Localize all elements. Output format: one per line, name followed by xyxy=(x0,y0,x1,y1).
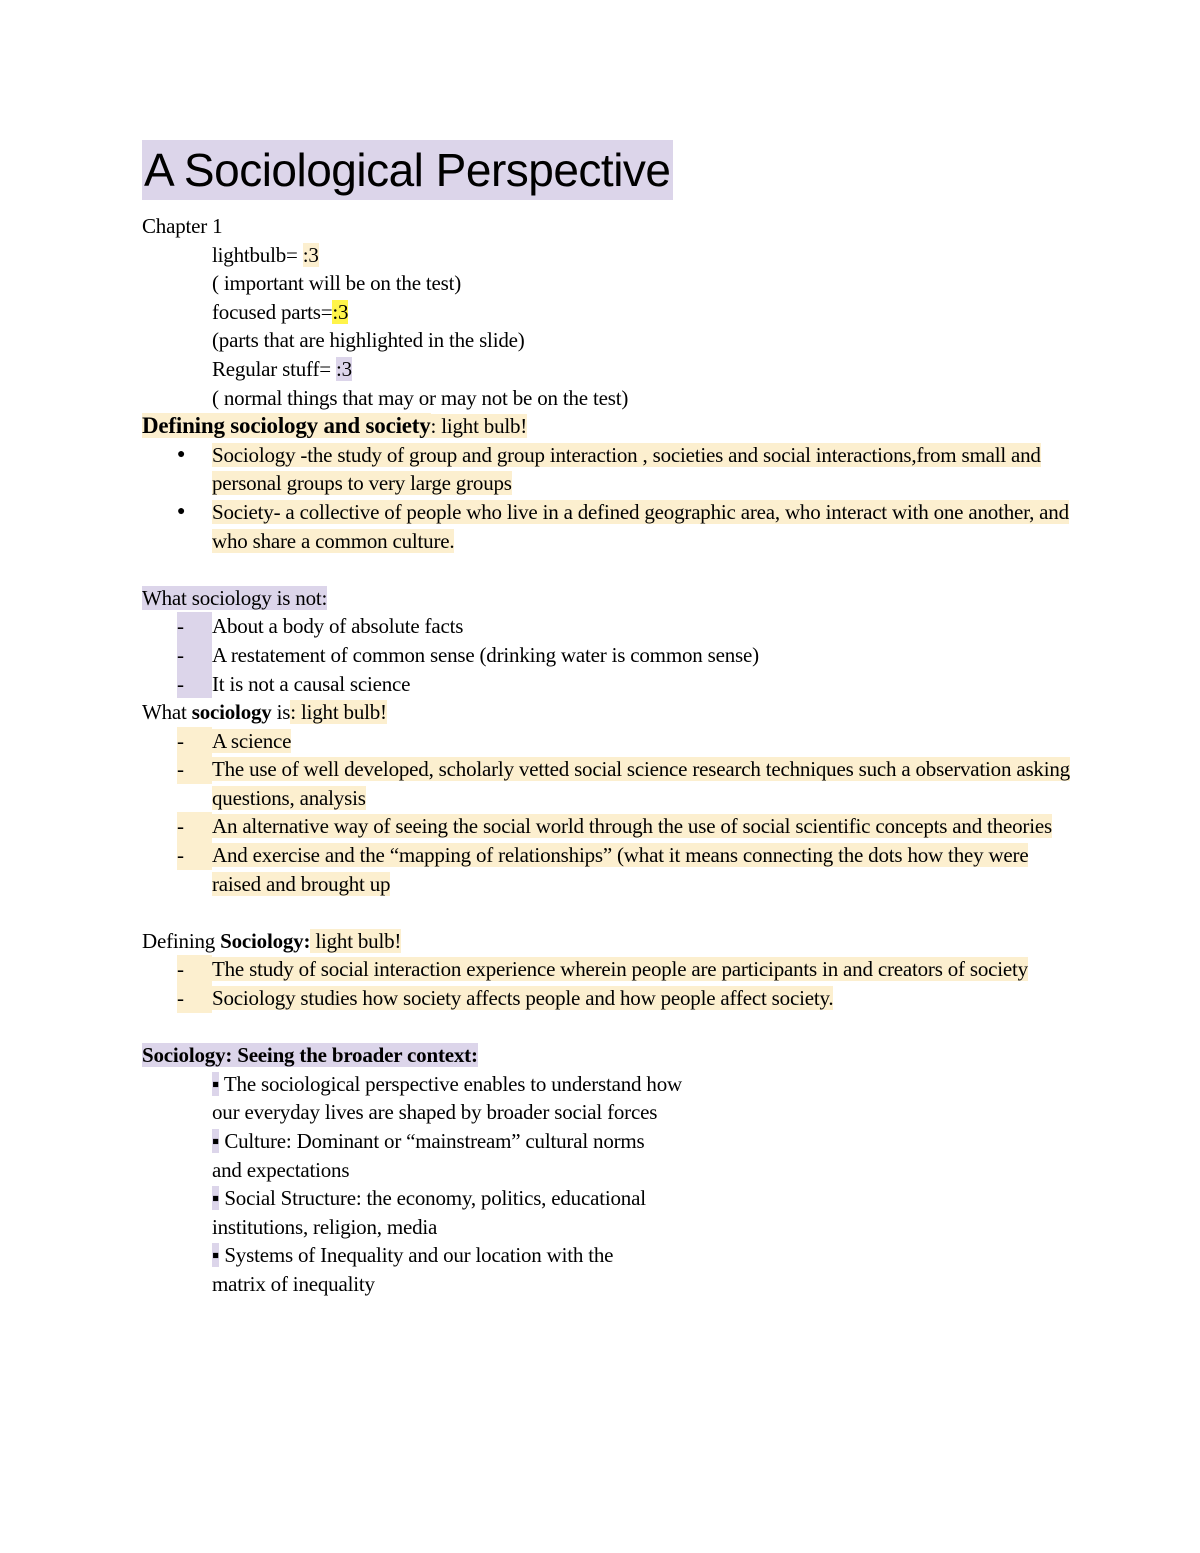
list-item xyxy=(142,612,1072,641)
heading-rest: is xyxy=(271,700,291,725)
list-item-text: A science xyxy=(212,728,292,753)
broader-block xyxy=(142,1070,1072,1299)
legend-mark-purple: :3 xyxy=(335,356,352,381)
section-heading-broader xyxy=(142,1041,1072,1070)
broader-text: Social Structure: the economy, politics, educational xyxy=(224,1186,646,1211)
heading-text: What xyxy=(142,700,192,725)
heading-bold: sociology xyxy=(191,700,272,725)
legend-mark-orange: :3 xyxy=(302,242,319,267)
heading-text: Sociology: Seeing the broader context: xyxy=(142,1043,478,1068)
defining-list xyxy=(142,441,1072,555)
dash-icon: - xyxy=(177,955,212,984)
heading-text: What sociology is not: xyxy=(142,585,328,610)
dash-icon: - xyxy=(177,755,212,784)
legend-mark-yellow: :3 xyxy=(332,299,349,324)
list-item-text: And exercise and the “mapping of relationships” (what it means connecting the dots how they were raised and brought up xyxy=(212,843,1029,896)
list-item-text: An alternative way of seeing the social world through the use of social scientific concepts and theories xyxy=(212,814,1052,839)
legend-focused xyxy=(142,298,1072,327)
list-item-text: A restatement of common sense (drinking water is common sense) xyxy=(212,642,759,667)
legend-label: Regular stuff= xyxy=(212,356,336,381)
is-list xyxy=(142,727,1072,899)
spacer xyxy=(142,898,1072,927)
section-heading-defining xyxy=(142,412,1072,441)
list-item xyxy=(142,727,1072,756)
document-content xyxy=(142,140,1072,1299)
defining-sociology-list xyxy=(142,955,1072,1012)
list-item-text: Sociology -the study of group and group interaction , societies and social interactions,from small and personal groups to very large groups xyxy=(212,442,1041,496)
heading-suffix: : light bulb! xyxy=(430,414,528,439)
dash-icon: - xyxy=(177,670,212,699)
list-item xyxy=(142,441,1072,498)
section-heading-defining-sociology xyxy=(142,927,1072,956)
broader-line xyxy=(212,1070,1072,1099)
broader-line: our everyday lives are shaped by broader social forces xyxy=(212,1100,658,1125)
bullet-icon: ● xyxy=(177,503,186,519)
list-item xyxy=(142,641,1072,670)
list-item xyxy=(142,670,1072,699)
list-item-text: Society- a collective of people who live in a defined geographic area, who interact with one another, and who share a common culture. xyxy=(212,499,1069,553)
broader-line xyxy=(212,1127,1072,1156)
broader-text: Systems of Inequality and our location with the xyxy=(224,1243,614,1268)
legend-label: lightbulb= xyxy=(212,242,303,267)
list-item-text: The use of well developed, scholarly vetted social science research techniques such a observation asking questions, analysis xyxy=(212,757,1070,810)
spacer xyxy=(142,555,1072,584)
section-heading-is-not xyxy=(142,584,1072,613)
broader-text: Culture: Dominant or “mainstream” cultural norms xyxy=(224,1129,645,1153)
legend-lightbulb xyxy=(142,241,1072,270)
section-heading-is xyxy=(142,698,1072,727)
broader-text: The sociological perspective enables to understand how xyxy=(223,1071,682,1096)
spacer xyxy=(142,1013,1072,1042)
dash-icon: - xyxy=(177,812,212,841)
square-bullet-icon: ▪ xyxy=(212,1186,220,1211)
list-item xyxy=(142,812,1072,841)
bullet-icon: ● xyxy=(177,446,186,462)
list-item-text: The study of social interaction experience wherein people are participants in and creators of society xyxy=(212,957,1028,982)
broader-line: and expectations xyxy=(212,1157,350,1182)
square-bullet-icon: ▪ xyxy=(212,1129,220,1153)
heading-bold: Sociology: xyxy=(220,928,311,953)
list-item xyxy=(142,841,1072,898)
broader-line: institutions, religion, media xyxy=(212,1214,438,1239)
dash-icon: - xyxy=(177,841,212,870)
chapter-label: Chapter 1 xyxy=(142,214,223,238)
legend-focused-desc: (parts that are highlighted in the slide) xyxy=(212,328,525,353)
list-item xyxy=(142,955,1072,984)
broader-line xyxy=(212,1241,1072,1270)
legend-label: focused parts= xyxy=(212,299,333,324)
list-item-text: It is not a causal science xyxy=(212,671,411,696)
is-not-list xyxy=(142,612,1072,698)
dash-icon: - xyxy=(177,641,212,670)
dash-icon: - xyxy=(177,612,212,641)
legend-lightbulb-desc: ( important will be on the test) xyxy=(212,271,462,296)
square-bullet-icon: ▪ xyxy=(212,1243,220,1268)
list-item xyxy=(142,755,1072,812)
list-item-text: About a body of absolute facts xyxy=(212,614,464,639)
list-item-text: Sociology studies how society affects people and how people affect society. xyxy=(212,986,834,1011)
heading-suffix: light bulb! xyxy=(310,928,402,953)
legend-regular xyxy=(142,355,1072,384)
heading-text: Defining sociology and society xyxy=(142,413,431,439)
heading-text: Defining xyxy=(142,928,221,953)
heading-suffix: : light bulb! xyxy=(290,700,387,725)
square-bullet-icon: ▪ xyxy=(212,1071,220,1096)
list-item xyxy=(142,498,1072,555)
list-item xyxy=(142,984,1072,1013)
page-title: A Sociological Perspective xyxy=(142,140,673,200)
dash-icon: - xyxy=(177,984,212,1013)
broader-line xyxy=(212,1184,1072,1213)
legend-regular-desc: ( normal things that may or may not be on the test) xyxy=(212,385,629,410)
dash-icon: - xyxy=(177,727,212,756)
broader-line: matrix of inequality xyxy=(212,1271,375,1296)
